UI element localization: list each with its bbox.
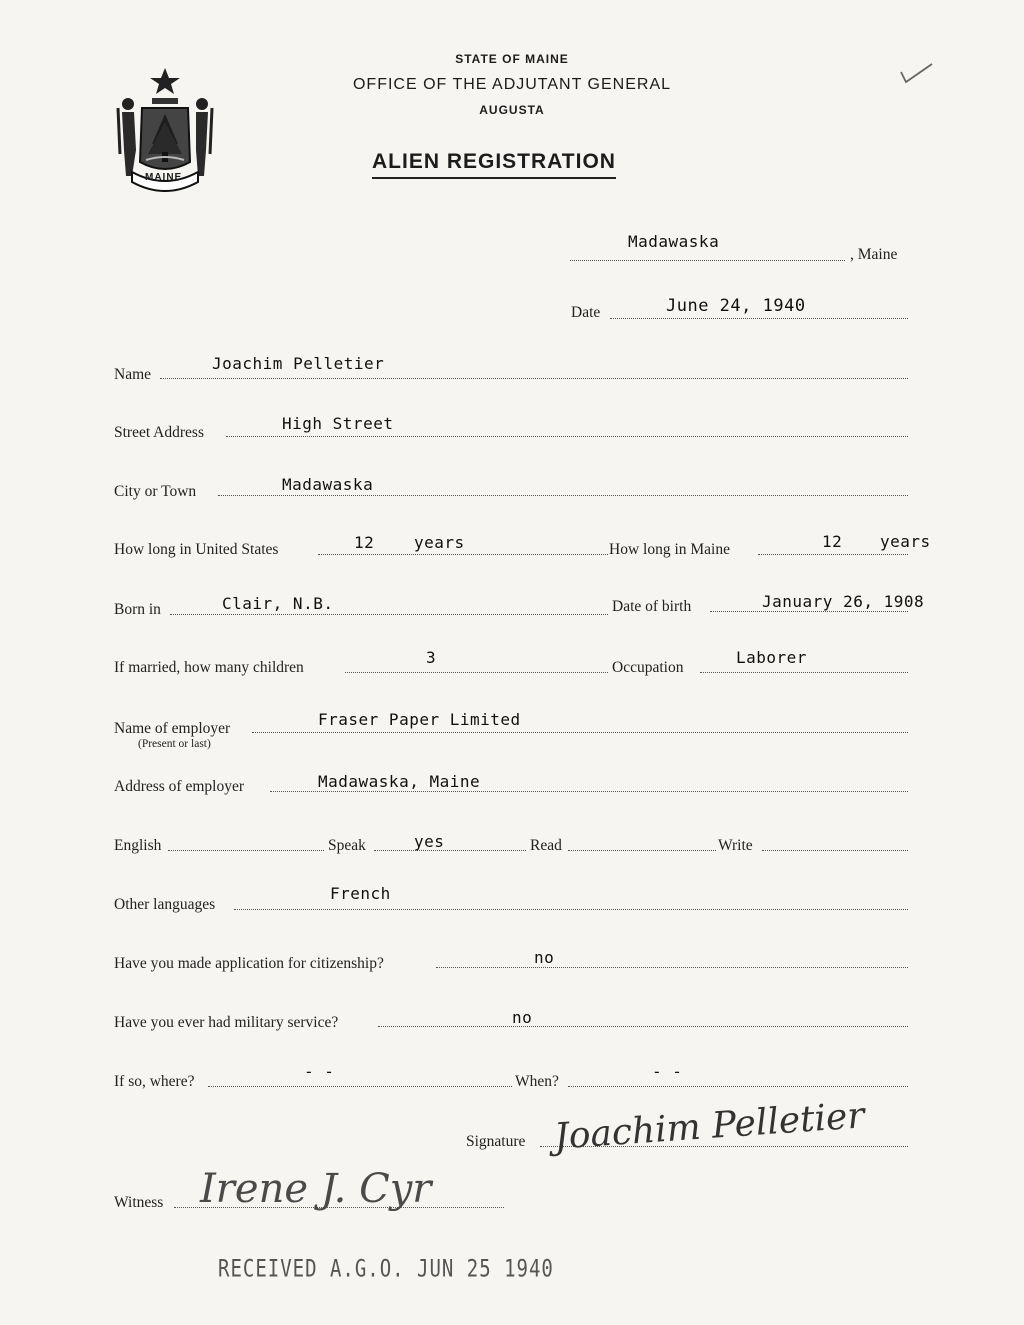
children-line <box>345 672 608 673</box>
employer-address-line <box>270 791 908 792</box>
birthplace-line <box>170 614 608 615</box>
received-stamp: RECEIVED A.G.O. JUN 25 1940 <box>218 1255 554 1283</box>
date-line <box>610 318 908 319</box>
children-label: If married, how many children <box>114 659 304 676</box>
witness-value: Irene J. Cyr <box>200 1166 432 1212</box>
employer-line <box>252 732 908 733</box>
birthplace-value: Clair, N.B. <box>222 594 334 613</box>
citizenship-label: Have you made application for citizenship? <box>114 955 384 972</box>
speak-line <box>374 850 526 851</box>
employer-label: Name of employer <box>114 720 231 737</box>
employer-value: Fraser Paper Limited <box>318 710 521 729</box>
us-duration-value: 12 <box>354 533 375 552</box>
occupation-value: Laborer <box>736 648 807 667</box>
employer-address-label: Address of employer <box>114 778 244 795</box>
state-heading: STATE OF MAINE <box>455 52 569 66</box>
city-label: City or Town <box>114 483 197 500</box>
when-value: - - <box>652 1062 683 1081</box>
name-label: Name <box>114 366 152 383</box>
occupation-line <box>700 672 908 673</box>
dob-label: Date of birth <box>612 598 692 615</box>
seal-banner-text: MAINE <box>145 172 183 183</box>
dob-value: January 26, 1908 <box>762 592 925 611</box>
city-value: Madawaska <box>282 475 374 494</box>
name-line <box>160 378 908 379</box>
town-value: Madawaska <box>628 232 720 251</box>
street-line <box>226 436 908 437</box>
street-label: Street Address <box>114 424 204 441</box>
maine-label: , Maine <box>850 246 898 263</box>
city-line <box>218 495 908 496</box>
read-line <box>568 850 716 851</box>
read-label: Read <box>530 837 562 854</box>
employer-sublabel: (Present or last) <box>138 738 211 750</box>
maine-duration-value: 12 <box>822 532 843 551</box>
where-label: If so, where? <box>114 1073 195 1090</box>
other-languages-line <box>234 909 908 910</box>
occupation-label: Occupation <box>612 659 684 676</box>
maine-duration-line <box>758 554 908 555</box>
form-title: ALIEN REGISTRATION <box>372 150 616 179</box>
write-label: Write <box>718 837 753 854</box>
when-line <box>568 1086 908 1087</box>
street-value: High Street <box>282 414 394 433</box>
signature-label: Signature <box>466 1133 526 1150</box>
other-languages-label: Other languages <box>114 896 216 913</box>
maine-duration-unit: years <box>880 532 931 551</box>
us-duration-unit: years <box>414 533 465 552</box>
signature-value: Joachim Pelletier <box>552 1095 866 1158</box>
when-label: When? <box>515 1073 559 1090</box>
us-duration-line <box>318 554 608 555</box>
employer-address-value: Madawaska, Maine <box>318 772 481 791</box>
citizenship-line <box>436 967 908 968</box>
checkmark-icon <box>898 62 934 86</box>
children-value: 3 <box>426 648 437 667</box>
town-line <box>570 260 845 261</box>
citizenship-value: no <box>534 948 555 967</box>
office-heading: OFFICE OF THE ADJUTANT GENERAL <box>352 76 672 93</box>
witness-label: Witness <box>114 1194 164 1211</box>
date-value: June 24, 1940 <box>666 296 806 316</box>
military-line <box>378 1026 908 1027</box>
name-value: Joachim Pelletier <box>212 354 385 373</box>
military-label: Have you ever had military service? <box>114 1014 339 1031</box>
where-value: - - <box>304 1062 335 1081</box>
speak-value: yes <box>414 832 445 851</box>
english-label: English <box>114 837 162 854</box>
write-line <box>762 850 908 851</box>
us-duration-label: How long in United States <box>114 541 279 558</box>
dob-line <box>710 611 908 612</box>
birthplace-label: Born in <box>114 601 161 618</box>
speak-label: Speak <box>328 837 366 854</box>
english-line <box>168 850 324 851</box>
where-line <box>208 1086 512 1087</box>
maine-duration-label: How long in Maine <box>609 541 730 558</box>
city-heading: AUGUSTA <box>479 103 545 117</box>
military-value: no <box>512 1008 533 1027</box>
date-label: Date <box>571 304 601 321</box>
other-languages-value: French <box>330 884 391 903</box>
